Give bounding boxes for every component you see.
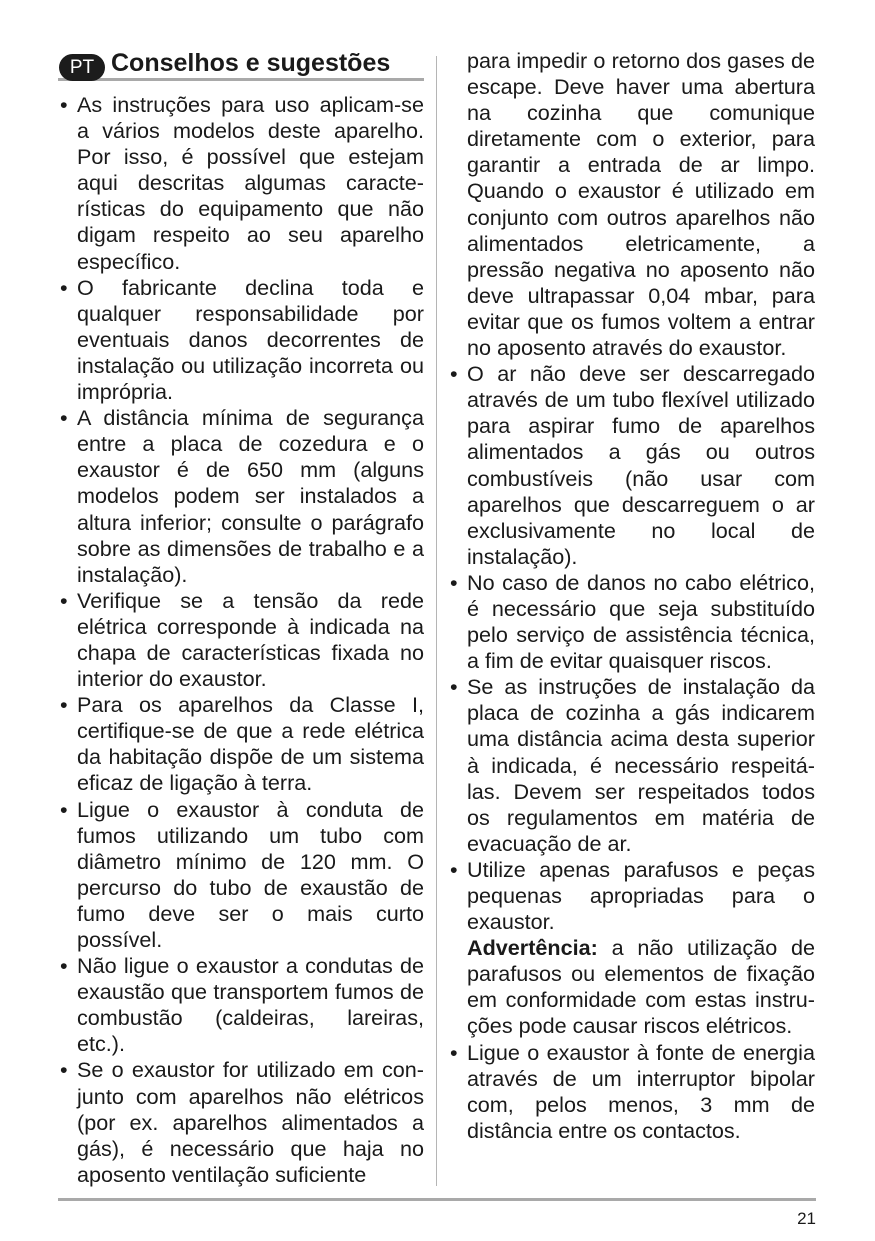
tips-list-left [58, 92, 424, 1188]
list-item: • Se o exaustor for utilizado em conjunto com aparelhos não elétricos (por ex. aparelhos alimentados a gás), é necessário que haja no aposento ventilação suficiente [58, 1057, 424, 1187]
list-item: • Se as instruções de instalação da placa de cozinha a gás indicarem uma distância acima desta superior à indicada, é necessário respeitá-las. Devem ser respeitados todos os regulamentos em matéria de evacuação de ar. [448, 674, 815, 857]
footer-rule [58, 1198, 816, 1201]
section-title: Conselhos e sugestões [111, 49, 391, 77]
list-item: • Verifique se a tensão da rede elétrica corresponde à indicada na chapa de características fixada no interior do exaustor. [58, 588, 424, 692]
right-column [448, 48, 815, 1144]
warning-note [467, 935, 815, 1039]
list-item-text: Utilize apenas parafusos e peças pequenas apropriadas para o exaustor. [467, 856, 815, 935]
list-item: • O ar não deve ser descarregado através de um tubo flexível utilizado para aspirar fumo de aparelhos alimentados a gás ou outros combustíveis (não usar com aparelhos que descarreguem o ar exclusivamente no local de instalação). [448, 361, 815, 570]
list-item: • As instruções para uso aplicam-se a vários modelos deste aparelho. Por isso, é possível que estejam aqui descritas algumas características do equipamento que não digam respeito ao seu aparelho específico. [58, 92, 424, 275]
warning-text: a não utilização de parafusos ou elementos de fixação em conformidade com estas instruções pode causar riscos elétricos. [467, 935, 816, 1039]
list-item: • O fabricante declina toda e qualquer responsabilidade por eventuais danos decorrentes de instalação ou utilização incorreta ou imprópria. [58, 275, 424, 405]
section-header [58, 48, 424, 81]
list-item [448, 857, 815, 1040]
list-item: • A distância mínima de segurança entre a placa de cozedura e o exaustor é de 650 mm (alguns modelos podem ser instalados a altura inferior; consulte o parágrafo sobre as dimensões de trabalho e a instalação). [58, 405, 424, 588]
list-item: • Para os aparelhos da Classe I, certifique-se de que a rede elétrica da habitação dispõe de um sistema eficaz de ligação à terra. [58, 692, 424, 796]
page-number: 21 [797, 1209, 816, 1228]
language-badge: PT [59, 54, 105, 81]
left-column [58, 48, 424, 1188]
list-item: • Não ligue o exaustor a condutas de exaustão que transportem fumos de combustão (caldeiras, lareiras, etc.). [58, 953, 424, 1057]
list-item: • No caso de danos no cabo elétrico, é necessário que seja substituído pelo serviço de assistência técnica, a fim de evitar quaisquer riscos. [448, 570, 815, 674]
column-divider [436, 56, 437, 1186]
list-item: • Ligue o exaustor à fonte de energia através de um interruptor bipolar com, pelos menos, 3 mm de distância entre os contactos. [448, 1040, 815, 1144]
tips-list-right [448, 361, 815, 1144]
list-item: • Ligue o exaustor à conduta de fumos utilizando um tubo com diâmetro mínimo de 120 mm. O percurso do tubo de exaustão de fumo deve ser o mais curto possível. [58, 797, 424, 954]
warning-label: Advertência: [467, 935, 598, 961]
continued-paragraph: para impedir o retorno dos gases de escape. Deve haver uma abertura na cozinha que comunique diretamente com o exterior, para garantir a entrada de ar limpo. Quando o exaustor é utilizado em conjunto com outros aparelhos não alimentados eletricamente, a pressão negativa no aposento não deve ultrapassar 0,04 mbar, para evitar que os fumos voltem a entrar no aposento através do exaustor. [467, 48, 815, 361]
